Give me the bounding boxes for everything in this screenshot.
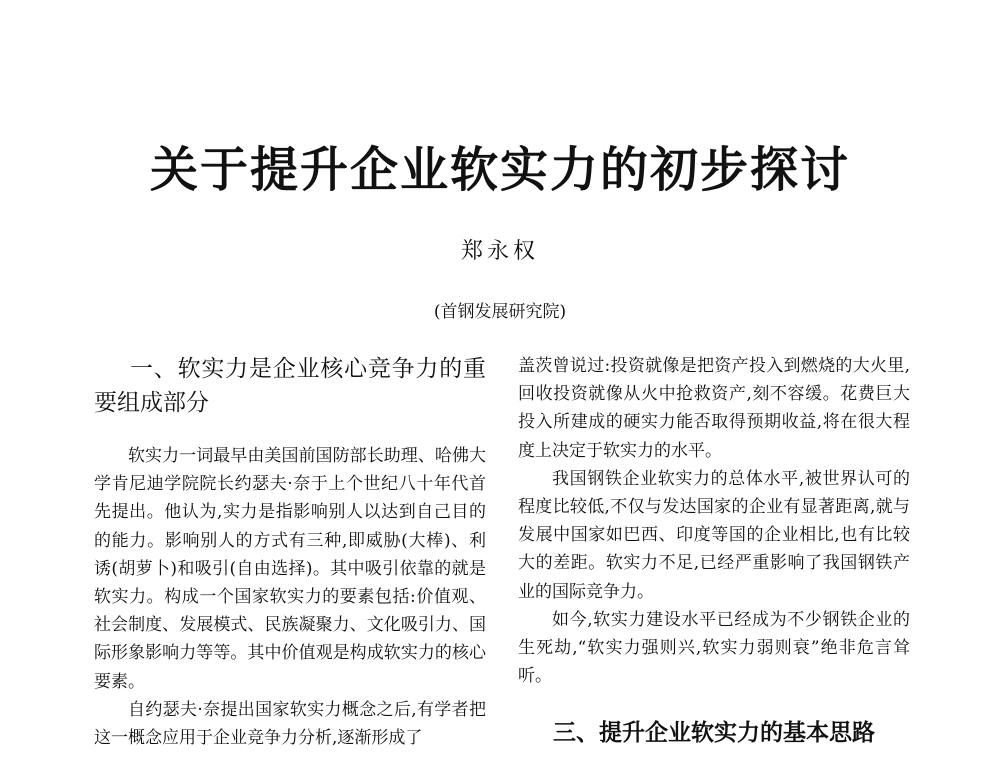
body-paragraph: 我国钢铁企业软实力的总体水平,被世界认可的程度比较低,不仅与发达国家的企业有显著距离,就与发展中国家如巴西、印度等国的企业相比,也有比较大的差距。软实力不足,已经严重影响了我国钢铁产业的国际竞争力。: [518, 468, 910, 602]
author-name: 郑永权: [460, 239, 539, 264]
left-column: [94, 352, 486, 752]
body-paragraph: 自约瑟夫·奈提出国家软实力概念之后,有学者把这一概念应用于企业竞争力分析,逐渐形成了: [94, 699, 486, 749]
body-paragraph: 如今,软实力建设水平已经成为不少钢铁企业的生死劫,“软实力强则兴,软实力弱则衰”绝非危言耸听。: [518, 609, 910, 687]
section-heading-1: 一、软实力是企业核心竞争力的重要组成部分: [94, 356, 486, 416]
body-paragraph: 盖茨曾说过:投资就像是把资产投入到燃烧的大火里,回收投资就像从火中抢救资产,刻不容缓。花费巨大投入所建成的硬实力能否取得预期收益,将在很大程度上决定于软实力的水平。: [518, 356, 910, 461]
author-affiliation: (首钢发展研究院): [433, 302, 567, 322]
right-column: [518, 352, 910, 750]
body-paragraph: 软实力一词最早由美国前国防部长助理、哈佛大学肯尼迪学院院长约瑟夫·奈于上个世纪八十年代首先提出。他认为,实力是指影响别人以达到自己目的的能力。影响别人的方式有三种,即威胁(大棒)、利诱(胡萝卜)和吸引(自由选择)。其中吸引依靠的就是软实力。构成一个国家软实力的要素包括:价值观、社会制度、发展模式、民族凝聚力、文化吸引力、国际形象影响力等等。其中价值观是构成软实力的核心要素。: [94, 446, 486, 692]
paper-title: 关于提升企业软实力的初步探讨: [149, 142, 850, 198]
section-heading-3: 三、提升企业软实力的基本思路: [553, 719, 875, 747]
